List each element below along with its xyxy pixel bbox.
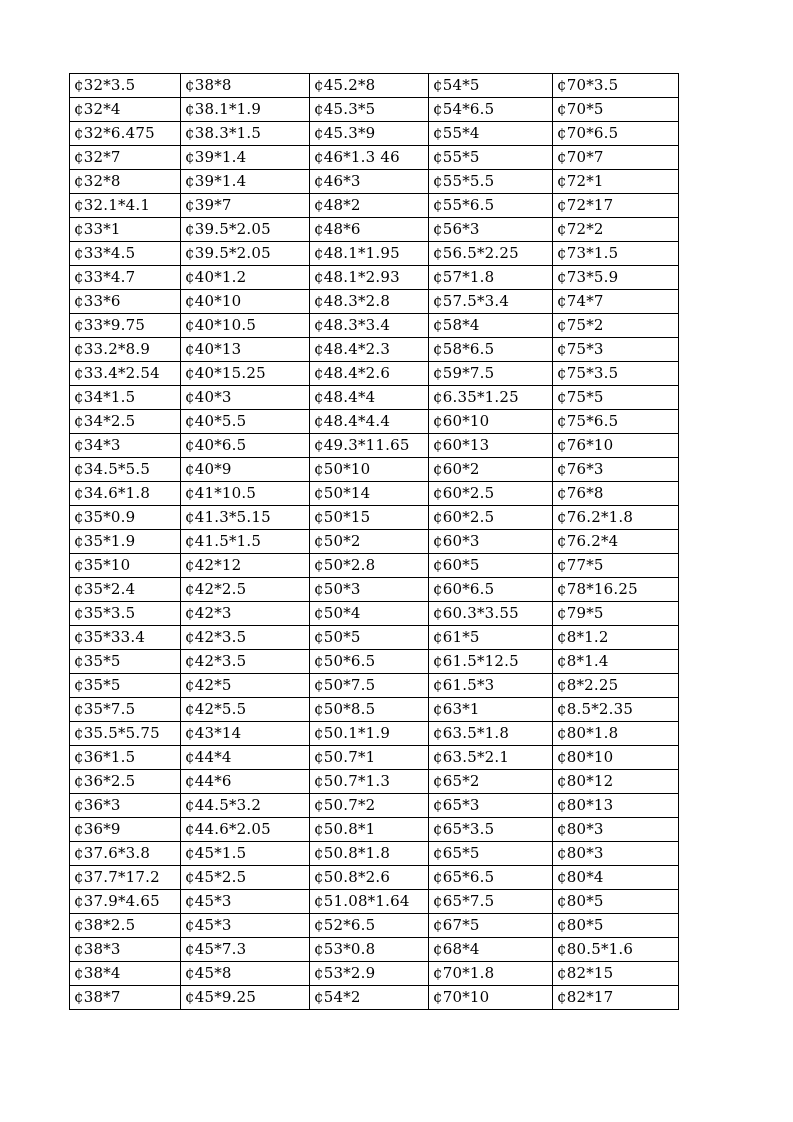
table-row (70, 434, 679, 458)
table-cell[interactable]: ¢42*5 (181, 674, 310, 698)
table-cell[interactable]: ¢48.4*4.4 (310, 410, 429, 434)
table-cell[interactable]: ¢37.6*3.8 (70, 842, 181, 866)
table-cell[interactable]: ¢76.2*1.8 (553, 506, 679, 530)
table-cell[interactable]: ¢34*2.5 (70, 410, 181, 434)
table-cell[interactable]: ¢50*4 (310, 602, 429, 626)
table-cell[interactable]: ¢32*8 (70, 170, 181, 194)
table-cell[interactable]: ¢42*2.5 (181, 578, 310, 602)
table-cell[interactable]: ¢63.5*2.1 (429, 746, 553, 770)
table-cell[interactable]: ¢60*3 (429, 530, 553, 554)
table-cell[interactable]: ¢54*6.5 (429, 98, 553, 122)
table-cell[interactable]: ¢40*15.25 (181, 362, 310, 386)
table-row (70, 818, 679, 842)
table-cell[interactable]: ¢40*13 (181, 338, 310, 362)
table-cell[interactable]: ¢40*10.5 (181, 314, 310, 338)
table-cell[interactable]: ¢48.3*2.8 (310, 290, 429, 314)
table-cell[interactable]: ¢42*3.5 (181, 626, 310, 650)
table-cell[interactable]: ¢65*3 (429, 794, 553, 818)
table-cell[interactable]: ¢80.5*1.6 (553, 938, 679, 962)
table-cell[interactable]: ¢80*13 (553, 794, 679, 818)
table-cell[interactable]: ¢33.2*8.9 (70, 338, 181, 362)
table-row (70, 914, 679, 938)
table-cell[interactable]: ¢37.7*17.2 (70, 866, 181, 890)
table-cell[interactable]: ¢80*3 (553, 818, 679, 842)
table-cell[interactable]: ¢42*3 (181, 602, 310, 626)
table-cell[interactable]: ¢50.8*1 (310, 818, 429, 842)
table-cell[interactable]: ¢35*1.9 (70, 530, 181, 554)
table-cell[interactable]: ¢72*17 (553, 194, 679, 218)
table-cell[interactable]: ¢35.5*5.75 (70, 722, 181, 746)
table-cell[interactable]: ¢45*7.3 (181, 938, 310, 962)
table-cell[interactable]: ¢38.1*1.9 (181, 98, 310, 122)
table-cell[interactable]: ¢33*6 (70, 290, 181, 314)
table-cell[interactable]: ¢80*5 (553, 914, 679, 938)
table-cell[interactable]: ¢38*8 (181, 74, 310, 98)
table-cell[interactable]: ¢36*9 (70, 818, 181, 842)
table-cell[interactable]: ¢32*4 (70, 98, 181, 122)
table-cell[interactable]: ¢45*9.25 (181, 986, 310, 1010)
table-cell[interactable]: ¢35*0.9 (70, 506, 181, 530)
table-cell[interactable]: ¢41.5*1.5 (181, 530, 310, 554)
table-cell[interactable]: ¢70*10 (429, 986, 553, 1010)
table-row (70, 242, 679, 266)
table-cell[interactable]: ¢45*3 (181, 890, 310, 914)
table-row (70, 314, 679, 338)
table-cell[interactable]: ¢68*4 (429, 938, 553, 962)
table-cell[interactable]: ¢35*3.5 (70, 602, 181, 626)
table-cell[interactable]: ¢33*1 (70, 218, 181, 242)
table-cell[interactable]: ¢70*6.5 (553, 122, 679, 146)
table-cell[interactable]: ¢74*7 (553, 290, 679, 314)
table-cell[interactable]: ¢50*6.5 (310, 650, 429, 674)
table-cell[interactable]: ¢45.3*9 (310, 122, 429, 146)
table-cell[interactable]: ¢67*5 (429, 914, 553, 938)
table-cell[interactable]: ¢75*3.5 (553, 362, 679, 386)
table-cell[interactable]: ¢32*7 (70, 146, 181, 170)
table-cell[interactable]: ¢40*1.2 (181, 266, 310, 290)
table-row (70, 122, 679, 146)
table-row (70, 746, 679, 770)
table-cell[interactable]: ¢8*2.25 (553, 674, 679, 698)
table-cell[interactable]: ¢40*5.5 (181, 410, 310, 434)
table-cell[interactable]: ¢61.5*3 (429, 674, 553, 698)
table-cell[interactable]: ¢76*3 (553, 458, 679, 482)
table-cell[interactable]: ¢70*1.8 (429, 962, 553, 986)
table-row (70, 458, 679, 482)
table-cell[interactable]: ¢39.5*2.05 (181, 218, 310, 242)
table-cell[interactable]: ¢48*2 (310, 194, 429, 218)
table-row (70, 362, 679, 386)
table-cell[interactable]: ¢75*2 (553, 314, 679, 338)
table-cell[interactable]: ¢58*6.5 (429, 338, 553, 362)
table-cell[interactable]: ¢38*2.5 (70, 914, 181, 938)
table-cell[interactable]: ¢55*5.5 (429, 170, 553, 194)
table-cell[interactable]: ¢44.5*3.2 (181, 794, 310, 818)
table-cell[interactable]: ¢78*16.25 (553, 578, 679, 602)
table-cell[interactable]: ¢43*14 (181, 722, 310, 746)
table-cell[interactable]: ¢54*5 (429, 74, 553, 98)
table-cell[interactable]: ¢34.5*5.5 (70, 458, 181, 482)
table-cell[interactable]: ¢39.5*2.05 (181, 242, 310, 266)
table-row (70, 602, 679, 626)
table-row (70, 842, 679, 866)
table-cell[interactable]: ¢72*1 (553, 170, 679, 194)
table-cell[interactable]: ¢60*6.5 (429, 578, 553, 602)
table-row (70, 194, 679, 218)
table-cell[interactable]: ¢50.1*1.9 (310, 722, 429, 746)
table-cell[interactable]: ¢49.3*11.65 (310, 434, 429, 458)
table-cell[interactable]: ¢80*1.8 (553, 722, 679, 746)
table-cell[interactable]: ¢80*5 (553, 890, 679, 914)
table-cell[interactable]: ¢42*3.5 (181, 650, 310, 674)
table-cell[interactable]: ¢76*10 (553, 434, 679, 458)
table-cell[interactable]: ¢46*1.3 46 (310, 146, 429, 170)
table-cell[interactable]: ¢50*2 (310, 530, 429, 554)
table-cell[interactable]: ¢48.4*4 (310, 386, 429, 410)
table-cell[interactable]: ¢35*10 (70, 554, 181, 578)
table-cell[interactable]: ¢50.8*1.8 (310, 842, 429, 866)
table-row (70, 986, 679, 1010)
table-row (70, 338, 679, 362)
table-cell[interactable]: ¢56.5*2.25 (429, 242, 553, 266)
table-cell[interactable]: ¢56*3 (429, 218, 553, 242)
table-cell[interactable]: ¢33*9.75 (70, 314, 181, 338)
table-row (70, 170, 679, 194)
table-cell[interactable]: ¢61.5*12.5 (429, 650, 553, 674)
table-cell[interactable]: ¢8.5*2.35 (553, 698, 679, 722)
table-cell[interactable]: ¢77*5 (553, 554, 679, 578)
table-cell[interactable]: ¢36*3 (70, 794, 181, 818)
table-cell[interactable]: ¢60*2 (429, 458, 553, 482)
table-cell[interactable]: ¢48.4*2.3 (310, 338, 429, 362)
table-cell[interactable]: ¢76*8 (553, 482, 679, 506)
table-cell[interactable]: ¢40*10 (181, 290, 310, 314)
table-row (70, 674, 679, 698)
table-cell[interactable]: ¢39*1.4 (181, 170, 310, 194)
table-cell[interactable]: ¢82*17 (553, 986, 679, 1010)
table-row (70, 698, 679, 722)
table-cell[interactable]: ¢42*5.5 (181, 698, 310, 722)
table-cell[interactable]: ¢32*3.5 (70, 74, 181, 98)
table-row (70, 386, 679, 410)
table-cell[interactable]: ¢50*5 (310, 626, 429, 650)
table-cell[interactable]: ¢50*8.5 (310, 698, 429, 722)
table-row (70, 890, 679, 914)
table-cell[interactable]: ¢50*2.8 (310, 554, 429, 578)
table-row (70, 74, 679, 98)
table-cell[interactable]: ¢51.08*1.64 (310, 890, 429, 914)
table-cell[interactable]: ¢48*6 (310, 218, 429, 242)
table-cell[interactable]: ¢36*1.5 (70, 746, 181, 770)
table-cell[interactable]: ¢58*4 (429, 314, 553, 338)
table-cell[interactable]: ¢38*7 (70, 986, 181, 1010)
table-cell[interactable]: ¢45*3 (181, 914, 310, 938)
table-cell[interactable]: ¢32.1*4.1 (70, 194, 181, 218)
table-cell[interactable]: ¢44*4 (181, 746, 310, 770)
pipe-size-table (69, 73, 679, 1010)
table-cell[interactable]: ¢50*14 (310, 482, 429, 506)
table-row (70, 770, 679, 794)
table-cell[interactable]: ¢60*2.5 (429, 482, 553, 506)
table-row (70, 626, 679, 650)
table-cell[interactable]: ¢60*2.5 (429, 506, 553, 530)
table-cell[interactable]: ¢73*5.9 (553, 266, 679, 290)
table-cell[interactable]: ¢35*5 (70, 674, 181, 698)
table-cell[interactable]: ¢50.7*1.3 (310, 770, 429, 794)
table-cell[interactable]: ¢33*4.5 (70, 242, 181, 266)
table-cell[interactable]: ¢40*9 (181, 458, 310, 482)
table-cell[interactable]: ¢32*6.475 (70, 122, 181, 146)
table-cell[interactable]: ¢35*7.5 (70, 698, 181, 722)
table-cell[interactable]: ¢72*2 (553, 218, 679, 242)
table-cell[interactable]: ¢45.3*5 (310, 98, 429, 122)
table-cell[interactable]: ¢70*3.5 (553, 74, 679, 98)
table-cell[interactable]: ¢45*8 (181, 962, 310, 986)
table-cell[interactable]: ¢80*4 (553, 866, 679, 890)
table-cell[interactable]: ¢41.3*5.15 (181, 506, 310, 530)
table-cell[interactable]: ¢57*1.8 (429, 266, 553, 290)
table-cell[interactable]: ¢50*3 (310, 578, 429, 602)
table-cell[interactable]: ¢38*4 (70, 962, 181, 986)
table-cell[interactable]: ¢82*15 (553, 962, 679, 986)
table-cell[interactable]: ¢33*4.7 (70, 266, 181, 290)
table-cell[interactable]: ¢6.35*1.25 (429, 386, 553, 410)
table-row (70, 866, 679, 890)
table-cell[interactable]: ¢35*2.4 (70, 578, 181, 602)
table-cell[interactable]: ¢48.1*2.93 (310, 266, 429, 290)
table-cell[interactable]: ¢42*12 (181, 554, 310, 578)
table-cell[interactable]: ¢45*1.5 (181, 842, 310, 866)
table-cell[interactable]: ¢53*2.9 (310, 962, 429, 986)
table-cell[interactable]: ¢55*6.5 (429, 194, 553, 218)
table-cell[interactable]: ¢63*1 (429, 698, 553, 722)
table-cell[interactable]: ¢65*3.5 (429, 818, 553, 842)
table-cell[interactable]: ¢34*1.5 (70, 386, 181, 410)
table-cell[interactable]: ¢50.7*2 (310, 794, 429, 818)
table-cell[interactable]: ¢70*5 (553, 98, 679, 122)
table-cell[interactable]: ¢35*33.4 (70, 626, 181, 650)
table-cell[interactable]: ¢60*10 (429, 410, 553, 434)
table-cell[interactable]: ¢50*10 (310, 458, 429, 482)
table-row (70, 650, 679, 674)
table-cell[interactable]: ¢60*13 (429, 434, 553, 458)
table-row (70, 554, 679, 578)
table-cell[interactable]: ¢38.3*1.5 (181, 122, 310, 146)
table-cell[interactable]: ¢35*5 (70, 650, 181, 674)
table-row (70, 962, 679, 986)
table-cell[interactable]: ¢80*10 (553, 746, 679, 770)
table-cell[interactable]: ¢45*2.5 (181, 866, 310, 890)
table-cell[interactable]: ¢80*12 (553, 770, 679, 794)
table-cell[interactable]: ¢50.8*2.6 (310, 866, 429, 890)
table-cell[interactable]: ¢55*4 (429, 122, 553, 146)
table-row (70, 506, 679, 530)
table-cell[interactable]: ¢40*6.5 (181, 434, 310, 458)
table-cell[interactable]: ¢59*7.5 (429, 362, 553, 386)
table-body (70, 74, 679, 1010)
table-cell[interactable]: ¢57.5*3.4 (429, 290, 553, 314)
table-cell[interactable]: ¢63.5*1.8 (429, 722, 553, 746)
table-row (70, 290, 679, 314)
table-cell[interactable]: ¢80*3 (553, 842, 679, 866)
table-cell[interactable]: ¢60.3*3.55 (429, 602, 553, 626)
table-cell[interactable]: ¢75*5 (553, 386, 679, 410)
table-cell[interactable]: ¢39*7 (181, 194, 310, 218)
table-cell[interactable]: ¢65*6.5 (429, 866, 553, 890)
table-cell[interactable]: ¢65*5 (429, 842, 553, 866)
table-cell[interactable]: ¢45.2*8 (310, 74, 429, 98)
table-row (70, 482, 679, 506)
table-cell[interactable]: ¢50*7.5 (310, 674, 429, 698)
table-cell[interactable]: ¢48.3*3.4 (310, 314, 429, 338)
table-cell[interactable]: ¢44.6*2.05 (181, 818, 310, 842)
table-cell[interactable]: ¢8*1.4 (553, 650, 679, 674)
table-cell[interactable]: ¢75*6.5 (553, 410, 679, 434)
table-cell[interactable]: ¢34.6*1.8 (70, 482, 181, 506)
table-cell[interactable]: ¢33.4*2.54 (70, 362, 181, 386)
table-cell[interactable]: ¢60*5 (429, 554, 553, 578)
table-cell[interactable]: ¢48.1*1.95 (310, 242, 429, 266)
table-cell[interactable]: ¢34*3 (70, 434, 181, 458)
table-row (70, 410, 679, 434)
table-row (70, 938, 679, 962)
table-cell[interactable]: ¢38*3 (70, 938, 181, 962)
table-cell[interactable]: ¢48.4*2.6 (310, 362, 429, 386)
table-row (70, 218, 679, 242)
table-cell[interactable]: ¢61*5 (429, 626, 553, 650)
table-row (70, 794, 679, 818)
table-cell[interactable]: ¢70*7 (553, 146, 679, 170)
table-cell[interactable]: ¢55*5 (429, 146, 553, 170)
table-cell[interactable]: ¢40*3 (181, 386, 310, 410)
table-cell[interactable]: ¢41*10.5 (181, 482, 310, 506)
table-cell[interactable]: ¢65*7.5 (429, 890, 553, 914)
table-cell[interactable]: ¢46*3 (310, 170, 429, 194)
table-row (70, 530, 679, 554)
table-row (70, 146, 679, 170)
table-cell[interactable]: ¢50*15 (310, 506, 429, 530)
table-cell[interactable]: ¢53*0.8 (310, 938, 429, 962)
table-cell[interactable]: ¢65*2 (429, 770, 553, 794)
table-cell[interactable]: ¢37.9*4.65 (70, 890, 181, 914)
table-cell[interactable]: ¢39*1.4 (181, 146, 310, 170)
table-cell[interactable]: ¢75*3 (553, 338, 679, 362)
table-cell[interactable]: ¢50.7*1 (310, 746, 429, 770)
table-row (70, 578, 679, 602)
table-cell[interactable]: ¢73*1.5 (553, 242, 679, 266)
table-cell[interactable]: ¢8*1.2 (553, 626, 679, 650)
table-cell[interactable]: ¢36*2.5 (70, 770, 181, 794)
table-row (70, 266, 679, 290)
table-cell[interactable]: ¢54*2 (310, 986, 429, 1010)
table-cell[interactable]: ¢44*6 (181, 770, 310, 794)
table-cell[interactable]: ¢52*6.5 (310, 914, 429, 938)
table-row (70, 722, 679, 746)
table-row (70, 98, 679, 122)
table-cell[interactable]: ¢76.2*4 (553, 530, 679, 554)
table-cell[interactable]: ¢79*5 (553, 602, 679, 626)
